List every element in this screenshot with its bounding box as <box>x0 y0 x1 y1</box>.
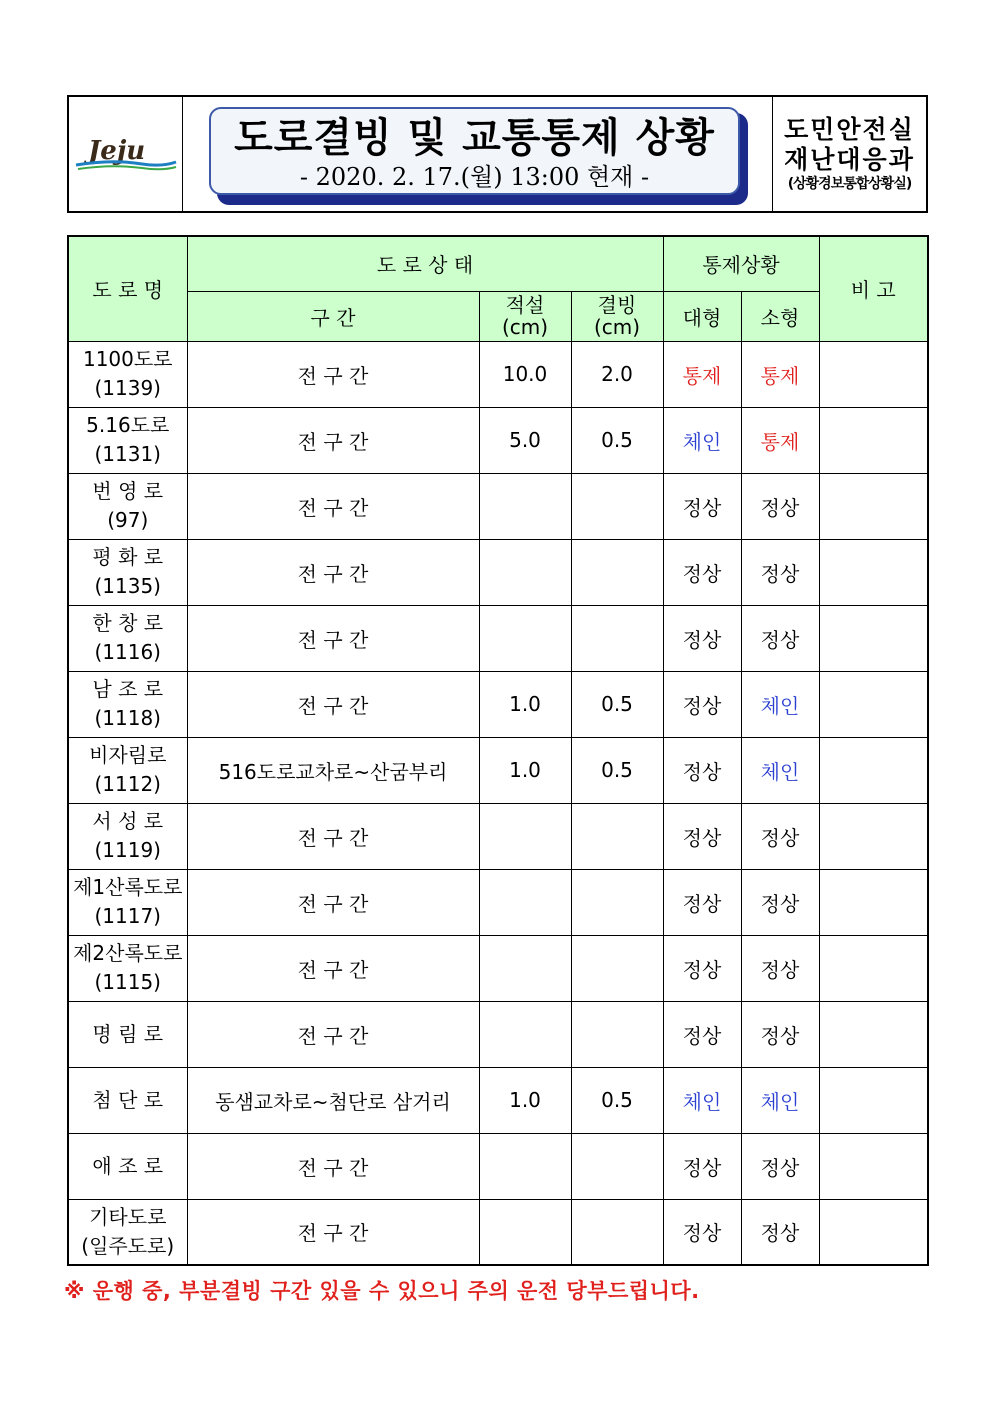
small-vehicle-status: 통제 <box>741 407 819 473</box>
small-vehicle-status: 정상 <box>741 473 819 539</box>
header-ice-label: 결빙 <box>597 293 637 317</box>
road-name-cell <box>68 539 187 605</box>
road-name: 남 조 로 <box>92 677 164 701</box>
ice-cell <box>571 1199 663 1265</box>
snow-cell: 1.0 <box>479 1067 571 1133</box>
small-vehicle-status: 통제 <box>741 341 819 407</box>
ice-cell: 2.0 <box>571 341 663 407</box>
road-name: 제2산록도로 <box>73 941 183 965</box>
road-status-table <box>67 235 929 1266</box>
road-code: (1135) <box>94 574 161 598</box>
remark-cell <box>819 407 928 473</box>
notice-text: ※ 운행 중, 부분결빙 구간 있을 수 있으니 주의 운전 당부드립니다. <box>64 1279 700 1303</box>
large-vehicle-status: 정상 <box>663 869 741 935</box>
remark-cell <box>819 1001 928 1067</box>
road-name: 서 성 로 <box>92 809 164 833</box>
road-code: (1131) <box>94 442 161 466</box>
road-name-cell <box>68 1067 187 1133</box>
large-vehicle-status: 체인 <box>663 1067 741 1133</box>
title-box <box>209 107 740 195</box>
snow-cell: 5.0 <box>479 407 571 473</box>
remark-cell <box>819 1133 928 1199</box>
road-name-cell <box>68 1199 187 1265</box>
section-cell: 전 구 간 <box>187 803 479 869</box>
table-row <box>68 1133 928 1199</box>
table-row <box>68 473 928 539</box>
small-vehicle-status: 정상 <box>741 803 819 869</box>
ice-cell <box>571 1133 663 1199</box>
header-snow-unit: (cm) <box>501 315 549 339</box>
ice-cell <box>571 869 663 935</box>
road-name: 1100도로 <box>82 347 173 371</box>
snow-cell <box>479 473 571 539</box>
remark-cell <box>819 935 928 1001</box>
small-vehicle-status: 정상 <box>741 539 819 605</box>
small-vehicle-status: 체인 <box>741 737 819 803</box>
document-date: - 2020. 2. 17.(월) 13:00 현재 - <box>299 163 650 191</box>
ice-cell <box>571 803 663 869</box>
road-name-cell <box>68 1133 187 1199</box>
road-name-cell <box>68 341 187 407</box>
section-cell: 동샘교차로~첨단로 삼거리 <box>187 1067 479 1133</box>
header-large: 대형 <box>663 291 741 341</box>
road-name: 한 창 로 <box>92 611 164 635</box>
road-code: (1115) <box>94 970 161 994</box>
remark-cell <box>819 737 928 803</box>
jeju-logo <box>72 129 180 179</box>
ice-cell: 0.5 <box>571 407 663 473</box>
road-name-cell <box>68 1001 187 1067</box>
header-snow <box>479 291 571 341</box>
ice-cell: 0.5 <box>571 1067 663 1133</box>
org-line1: 도민안전실 <box>784 115 915 144</box>
small-vehicle-status: 정상 <box>741 1199 819 1265</box>
small-vehicle-status: 체인 <box>741 1067 819 1133</box>
large-vehicle-status: 정상 <box>663 803 741 869</box>
snow-cell <box>479 935 571 1001</box>
section-cell: 전 구 간 <box>187 341 479 407</box>
snow-cell <box>479 1133 571 1199</box>
section-cell: 전 구 간 <box>187 473 479 539</box>
road-code: (97) <box>107 508 149 532</box>
table-row <box>68 803 928 869</box>
ice-cell <box>571 935 663 1001</box>
section-cell: 전 구 간 <box>187 539 479 605</box>
header-road-status: 도 로 상 태 <box>187 236 663 291</box>
road-code: (1119) <box>94 838 161 862</box>
road-name: 평 화 로 <box>92 545 164 569</box>
road-code: (1116) <box>94 640 161 664</box>
large-vehicle-status: 정상 <box>663 1001 741 1067</box>
road-name: 5.16도로 <box>86 413 170 437</box>
road-name-cell <box>68 803 187 869</box>
small-vehicle-status: 정상 <box>741 1001 819 1067</box>
ice-cell: 0.5 <box>571 671 663 737</box>
small-vehicle-status: 정상 <box>741 605 819 671</box>
header-section: 구 간 <box>187 291 479 341</box>
org-line2: 재난대응과 <box>784 145 915 174</box>
table-body <box>68 341 928 1265</box>
section-cell: 전 구 간 <box>187 1199 479 1265</box>
snow-cell <box>479 803 571 869</box>
snow-cell: 10.0 <box>479 341 571 407</box>
section-cell: 전 구 간 <box>187 605 479 671</box>
svg-text:Jeju: Jeju <box>87 136 145 166</box>
table-row <box>68 935 928 1001</box>
header-road-name: 도 로 명 <box>68 236 187 341</box>
snow-cell <box>479 1001 571 1067</box>
large-vehicle-status: 통제 <box>663 341 741 407</box>
large-vehicle-status: 체인 <box>663 407 741 473</box>
section-cell: 전 구 간 <box>187 1001 479 1067</box>
road-name-cell <box>68 605 187 671</box>
table-row <box>68 1067 928 1133</box>
remark-cell <box>819 605 928 671</box>
table-row <box>68 671 928 737</box>
section-cell: 전 구 간 <box>187 407 479 473</box>
large-vehicle-status: 정상 <box>663 1133 741 1199</box>
road-name-cell <box>68 935 187 1001</box>
remark-cell <box>819 341 928 407</box>
small-vehicle-status: 정상 <box>741 869 819 935</box>
ice-cell <box>571 473 663 539</box>
ice-cell <box>571 539 663 605</box>
large-vehicle-status: 정상 <box>663 935 741 1001</box>
document-title: 도로결빙 및 교통통제 상황 <box>234 115 715 161</box>
road-code: (1117) <box>94 904 161 928</box>
large-vehicle-status: 정상 <box>663 1199 741 1265</box>
remark-cell <box>819 1199 928 1265</box>
road-name-cell <box>68 407 187 473</box>
road-code: (1139) <box>94 376 161 400</box>
remark-cell <box>819 539 928 605</box>
section-cell: 전 구 간 <box>187 869 479 935</box>
road-name-cell <box>68 869 187 935</box>
table-row <box>68 341 928 407</box>
snow-cell <box>479 1199 571 1265</box>
header-ice <box>571 291 663 341</box>
road-name: 명 림 로 <box>92 1021 164 1046</box>
header-remark: 비 고 <box>819 236 928 341</box>
road-code: (일주도로) <box>81 1233 175 1258</box>
large-vehicle-status: 정상 <box>663 605 741 671</box>
ice-cell <box>571 605 663 671</box>
document-header <box>67 95 928 213</box>
remark-cell <box>819 473 928 539</box>
small-vehicle-status: 정상 <box>741 1133 819 1199</box>
road-name-cell <box>68 671 187 737</box>
title-cell <box>183 97 773 211</box>
large-vehicle-status: 정상 <box>663 473 741 539</box>
road-name: 제1산록도로 <box>73 875 183 899</box>
small-vehicle-status: 정상 <box>741 935 819 1001</box>
road-name: 비자림로 <box>89 743 167 767</box>
road-name-cell <box>68 473 187 539</box>
snow-cell <box>479 869 571 935</box>
ice-cell: 0.5 <box>571 737 663 803</box>
table-row <box>68 605 928 671</box>
road-name: 기타도로 <box>89 1204 167 1229</box>
header-snow-label: 적설 <box>505 293 545 317</box>
header-control-status: 통제상황 <box>663 236 819 291</box>
remark-cell <box>819 671 928 737</box>
header-ice-unit: (cm) <box>593 315 641 339</box>
road-name: 애 조 로 <box>92 1153 164 1178</box>
remark-cell <box>819 1067 928 1133</box>
org-line3: (상황경보통합상황실) <box>787 176 912 192</box>
table-row <box>68 407 928 473</box>
table-row <box>68 869 928 935</box>
remark-cell <box>819 869 928 935</box>
table-row <box>68 737 928 803</box>
road-name: 첨 단 로 <box>92 1087 164 1112</box>
section-cell: 516도로교차로~산굼부리 <box>187 737 479 803</box>
large-vehicle-status: 정상 <box>663 539 741 605</box>
org-cell <box>773 97 926 211</box>
snow-cell: 1.0 <box>479 737 571 803</box>
logo-cell <box>69 97 183 211</box>
table-row <box>68 1199 928 1265</box>
remark-cell <box>819 803 928 869</box>
large-vehicle-status: 정상 <box>663 671 741 737</box>
table-row <box>68 539 928 605</box>
header-small: 소형 <box>741 291 819 341</box>
section-cell: 전 구 간 <box>187 671 479 737</box>
small-vehicle-status: 체인 <box>741 671 819 737</box>
snow-cell <box>479 539 571 605</box>
road-name: 번 영 로 <box>92 479 164 503</box>
section-cell: 전 구 간 <box>187 935 479 1001</box>
road-code: (1112) <box>94 772 161 796</box>
large-vehicle-status: 정상 <box>663 737 741 803</box>
ice-cell <box>571 1001 663 1067</box>
snow-cell: 1.0 <box>479 671 571 737</box>
section-cell: 전 구 간 <box>187 1133 479 1199</box>
snow-cell <box>479 605 571 671</box>
table-row <box>68 1001 928 1067</box>
road-name-cell <box>68 737 187 803</box>
road-code: (1118) <box>94 706 161 730</box>
